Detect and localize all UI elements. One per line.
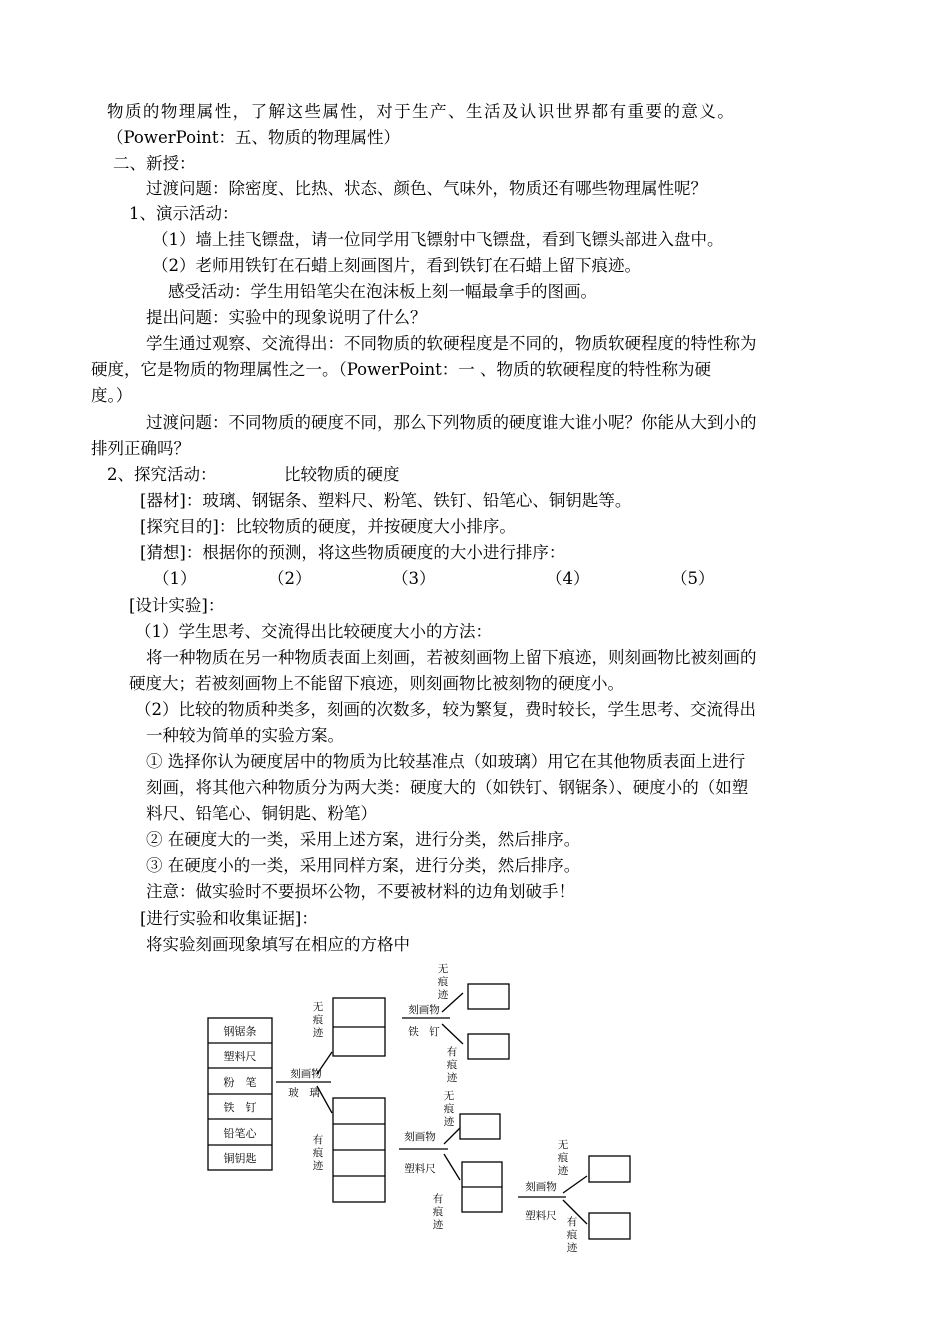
text-line: [器材]：玻璃、钢锯条、塑料尺、粉笔、铁钉、铅笔心、铜钥匙等。 [140, 491, 632, 510]
text-line: ③ 在硬度小的一类，采用同样方案，进行分类，然后排序。 [146, 856, 581, 875]
material-label: 塑料尺 [223, 1050, 257, 1063]
answer-box [468, 1034, 509, 1059]
has-mark-char: 有 [432, 1193, 444, 1205]
has-mark-char: 痕 [312, 1147, 324, 1159]
no-mark-char: 痕 [437, 976, 449, 988]
text-line: 将一种物质在另一种物质表面上刻画，若被刻画物上留下痕迹，则刻画物比被刻画的 [146, 648, 757, 667]
no-mark-char: 痕 [312, 1014, 324, 1026]
text-line: 硬度，它是物质的物理属性之一。（PowerPoint：一 、物质的软硬程度的特性称为硬 [91, 360, 712, 379]
glass-label: 玻 璃 [288, 1087, 320, 1099]
text-line: （PowerPoint：五、物质的物理属性） [107, 128, 401, 147]
ruler-label: 塑料尺 [525, 1210, 557, 1222]
has-mark-char: 有 [312, 1134, 324, 1146]
text-line: 物质的物理属性，了解这些属性，对于生产、生活及认识世界都有重要的意义。 [107, 102, 736, 121]
text-line: （1）学生思考、交流得出比较硬度大小的方法： [135, 622, 492, 641]
no-mark-char: 迹 [443, 1116, 455, 1128]
text-line: [设计实验]： [129, 596, 225, 615]
has-mark-char: 有 [446, 1046, 458, 1058]
text-line: 提出问题：实验中的现象说明了什么？ [146, 308, 427, 327]
rank-slot: （5） [671, 569, 715, 588]
has-mark-char: 痕 [566, 1229, 578, 1241]
text-line: 硬度大；若被刻画物上不能留下痕迹，则刻画物比被刻物的硬度小。 [129, 674, 624, 693]
has-mark-char: 痕 [446, 1059, 458, 1071]
no-mark-char: 无 [557, 1139, 569, 1151]
no-mark-char: 无 [312, 1001, 324, 1013]
text-line: ① 选择你认为硬度居中的物质为比较基准点（如玻璃）用它在其他物质表面上进行 [146, 752, 746, 771]
no-mark-char: 痕 [443, 1103, 455, 1115]
text-line: （1）墙上挂飞镖盘，请一位同学用飞镖射中飞镖盘，看到飞镖头部进入盘中。 [152, 230, 724, 249]
text-line: （2）比较的物质种类多，刻画的次数多，较为繁复，费时较长，学生思考、交流得出 [135, 700, 756, 719]
text-line: 过渡问题：不同物质的硬度不同，那么下列物质的硬度谁大谁小呢？你能从大到小的 [146, 413, 757, 432]
material-label: 铜钥匙 [223, 1152, 257, 1165]
scratcher-label: 刻画物 [525, 1181, 557, 1193]
rank-slot: （3） [392, 569, 436, 588]
no-mark-char: 迹 [437, 989, 449, 1001]
material-label: 铁 钉 [223, 1101, 257, 1114]
text-line: [探究目的]：比较物质的硬度，并按硬度大小排序。 [140, 517, 516, 536]
text-line: ② 在硬度大的一类，采用上述方案，进行分类，然后排序。 [146, 830, 581, 849]
no-mark-char: 迹 [557, 1165, 569, 1177]
material-label: 粉 笔 [223, 1076, 257, 1089]
material-label: 铅笔心 [223, 1127, 257, 1140]
activity-title: 比较物质的硬度 [284, 465, 400, 484]
nail-label: 铁 钉 [408, 1026, 440, 1038]
answer-box [468, 984, 509, 1009]
scratcher-label: 刻画物 [290, 1068, 322, 1080]
text-line: 感受活动：学生用铅笔尖在泡沫板上刻一幅最拿手的图画。 [168, 282, 597, 301]
no-mark-char: 无 [443, 1090, 455, 1102]
text-line: 排列正确吗？ [91, 439, 190, 458]
no-mark-char: 痕 [557, 1152, 569, 1164]
subsection-heading: 1、演示活动： [129, 204, 239, 223]
text-line: 一种较为简单的实验方案。 [146, 726, 344, 745]
has-mark-char: 迹 [446, 1072, 458, 1084]
material-label: 钢锯条 [223, 1025, 257, 1038]
answer-box [589, 1156, 630, 1182]
no-mark-char: 迹 [312, 1027, 324, 1039]
has-mark-char: 迹 [566, 1242, 578, 1254]
text-line: 注意：做实验时不要损坏公物，不要被材料的边角划破手！ [146, 882, 575, 901]
text-line: 过渡问题：除密度、比热、状态、颜色、气味外，物质还有哪些物理属性呢？ [146, 179, 707, 198]
has-mark-char: 迹 [312, 1160, 324, 1172]
rank-slot: （4） [546, 569, 590, 588]
rank-slot: （2） [268, 569, 312, 588]
text-line: 学生通过观察、交流得出：不同物质的软硬程度是不同的，物质软硬程度的特性称为 [146, 334, 757, 353]
has-mark-char: 有 [566, 1216, 578, 1228]
text-line: 将实验刻画现象填写在相应的方格中 [146, 935, 410, 954]
ruler-label: 塑料尺 [404, 1163, 436, 1175]
text-line: 刻画，将其他六种物质分为两大类：硬度大的（如铁钉、钢锯条）、硬度小的（如塑 [146, 778, 749, 797]
text-line: 度。） [91, 386, 133, 405]
no-mark-char: 无 [437, 963, 449, 975]
text-line: 料尺、铅笔心、铜钥匙、粉笔） [146, 804, 377, 823]
answer-box [460, 1114, 500, 1139]
scratcher-label: 刻画物 [404, 1131, 436, 1143]
has-mark-char: 迹 [432, 1219, 444, 1231]
subsection-heading: 2、探究活动： [107, 465, 217, 484]
section-heading: 二、新授： [113, 154, 196, 173]
text-line: [猜想]：根据你的预测，将这些物质硬度的大小进行排序： [140, 543, 566, 562]
scratcher-label: 刻画物 [408, 1004, 440, 1016]
rank-slot: （1） [153, 569, 197, 588]
text-line: （2）老师用铁钉在石蜡上刻画图片，看到铁钉在石蜡上留下痕迹。 [152, 256, 641, 275]
has-mark-char: 痕 [432, 1206, 444, 1218]
answer-box [589, 1213, 630, 1239]
text-line: [进行实验和收集证据]： [140, 909, 318, 928]
